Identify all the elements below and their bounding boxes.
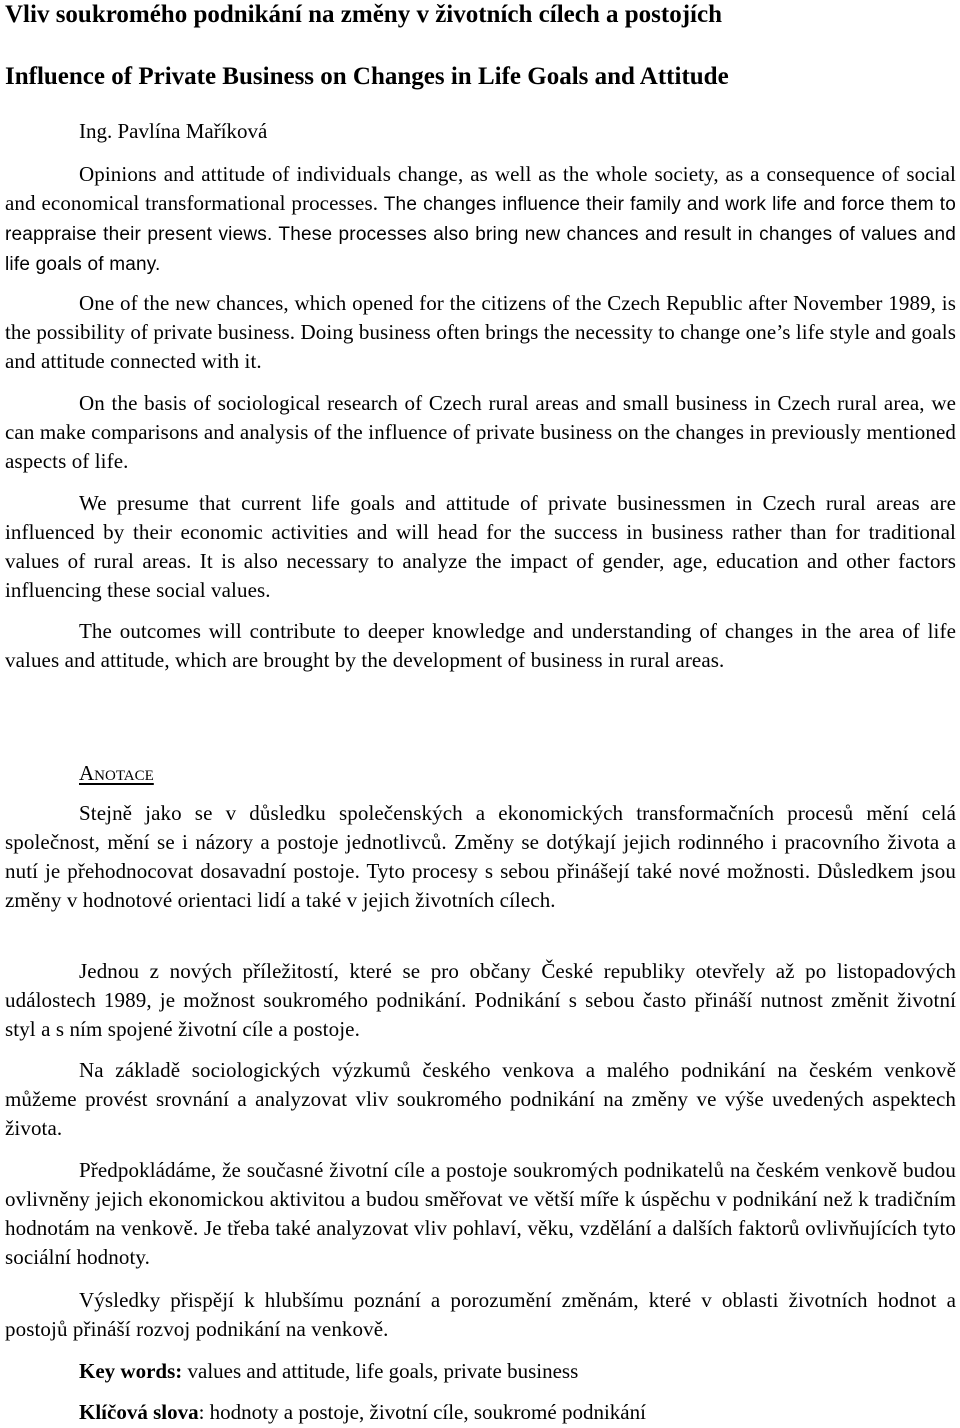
abstract-paragraph-1-rest: The changes influence their family and work life and force them to reappraise their present views. These processes also bring new chances and result in changes of values and life goals of many.: [5, 194, 956, 275]
title-czech: Vliv soukromého podnikání na změny v životních cílech a postojích: [5, 1, 722, 28]
anotace-paragraph-3: Na základě sociologických výzkumů českého venkova a malého podnikání na českém venkově můžeme provést srovnání a analyzovat vliv soukromého podnikání na změny ve výše uvedených aspektech života.: [5, 1058, 956, 1140]
abstract-paragraph-2: One of the new chances, which opened for the citizens of the Czech Republic after November 1989, is the possibility of private business. Doing business often brings the necessity to change one’s life style and goals and attitude connected with it.: [5, 291, 956, 373]
anotace-paragraph-4: Předpokládáme, že současné životní cíle a postoje soukromých podnikatelů na českém venkově budou ovlivněny jejich ekonomickou aktivitou a budou směřovat ve větší míře k úspěchu v podnikání než k tradičním hodnotám na venkově. Je třeba také analyzovat vliv pohlaví, věku, vzdělání a dalších faktorů ovlivňujících tyto sociální hodnoty.: [5, 1158, 956, 1269]
anotace-paragraph-1: Stejně jako se v důsledku společenských a ekonomických transformačních procesů mění celá společnost, mění se i názory a postoje jednotlivců. Změny se dotýkají jejich rodinného i pracovního života a nutí je přehodnocovat dosavadní postoje. Tyto procesy s sebou přinášejí také nové možnosti. Důsledkem jsou změny v hodnotové orientaci lidí a také v jejich životních cílech.: [5, 801, 956, 912]
abstract-paragraph-5: The outcomes will contribute to deeper knowledge and understanding of changes in the area of life values and attitude, which are brought by the development of business in rural areas.: [5, 619, 956, 672]
title-english: Influence of Private Business on Changes in Life Goals and Attitude: [5, 63, 729, 90]
author-name: Ing. Pavlína Maříková: [79, 119, 268, 143]
keywords-english: [79, 1356, 578, 1386]
abstract-paragraph-1-lead: Opinions and attitude of individuals change, as well as the whole society, as a consequence of social and economical transformational processes.: [5, 162, 956, 215]
anotace-heading: Anotace: [79, 761, 154, 785]
abstract-paragraph-1: [5, 160, 956, 279]
keywords-czech-value: : hodnoty a postoje, životní cíle, soukromé podnikání: [198, 1400, 646, 1424]
anotace-paragraph-2: Jednou z nových příležitostí, které se pro občany České republiky otevřely až po listopadových událostech 1989, je možnost soukromého podnikání. Podnikání s sebou často přináší nutnost změnit životní styl a s ním spojené životní cíle a postoje.: [5, 959, 956, 1041]
anotace-paragraph-5: Výsledky přispějí k hlubšímu poznání a porozumění změnám, které v oblasti životních hodnot a postojů přináší rozvoj podnikání na venkově.: [5, 1288, 956, 1341]
keywords-english-value: values and attitude, life goals, private business: [182, 1359, 579, 1383]
keywords-czech: [79, 1397, 646, 1427]
abstract-paragraph-4: We presume that current life goals and attitude of private businessmen in Czech rural areas are influenced by their economic activities and will head for the success in business rather than for traditional values of rural areas. It is also necessary to analyze the impact of gender, age, education and other factors influencing these social values.: [5, 491, 956, 602]
keywords-czech-label: Klíčová slova: [79, 1400, 199, 1424]
abstract-paragraph-3: On the basis of sociological research of Czech rural areas and small business in Czech rural area, we can make comparisons and analysis of the influence of private business on the changes in previously mentioned aspects of life.: [5, 391, 956, 473]
keywords-english-label: Key words:: [79, 1359, 183, 1383]
